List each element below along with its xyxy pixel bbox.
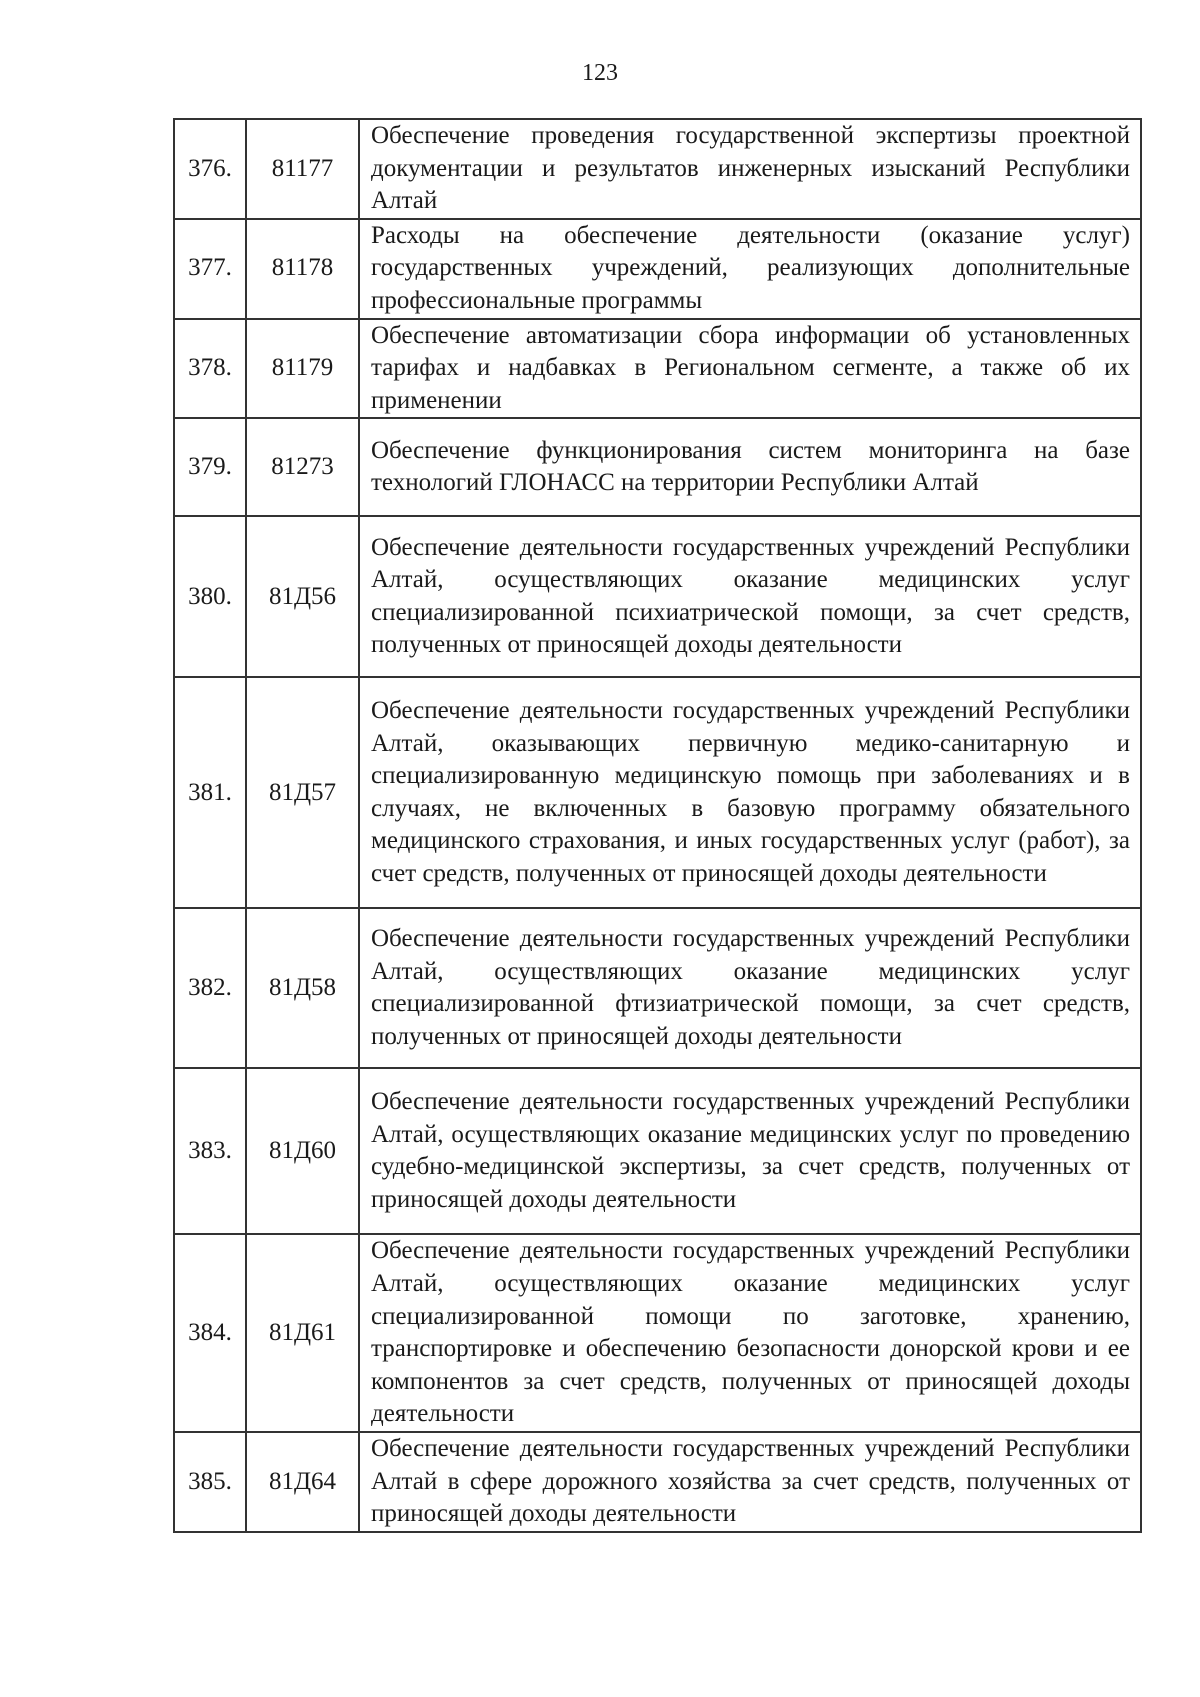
row-number: 379. bbox=[174, 418, 246, 516]
table-row bbox=[174, 418, 1141, 516]
row-description: Обеспечение деятельности государственных учреждений Республики Алтай, оказывающих первичную медико-санитарную и специализированную медицинскую помощь при заболеваниях и в случаях, не включенных в базовую программу обязательного медицинского страхования, и иных государственных услуг (работ), за счет средств, полученных от приносящей доходы деятельности bbox=[359, 677, 1141, 908]
row-description: Расходы на обеспечение деятельности (оказание услуг) государственных учреждений, реализующих дополнительные профессиональные программы bbox=[359, 219, 1141, 319]
row-description: Обеспечение деятельности государственных учреждений Республики Алтай, осуществляющих оказание медицинских услуг специализированной фтизиатрической помощи, за счет средств, полученных от приносящей доходы деятельности bbox=[359, 908, 1141, 1068]
row-description: Обеспечение деятельности государственных учреждений Республики Алтай в сфере дорожного хозяйства за счет средств, полученных от приносящей доходы деятельности bbox=[359, 1432, 1141, 1532]
row-description: Обеспечение деятельности государственных учреждений Республики Алтай, осуществляющих оказание медицинских услуг по проведению судебно-медицинской экспертизы, за счет средств, полученных от приносящей доходы деятельности bbox=[359, 1068, 1141, 1234]
row-code: 81273 bbox=[246, 418, 359, 516]
row-code: 81Д57 bbox=[246, 677, 359, 908]
table-row bbox=[174, 319, 1141, 419]
row-number: 381. bbox=[174, 677, 246, 908]
table-row bbox=[174, 908, 1141, 1068]
row-number: 382. bbox=[174, 908, 246, 1068]
row-description: Обеспечение функционирования систем мониторинга на базе технологий ГЛОНАСС на территории Республики Алтай bbox=[359, 418, 1141, 516]
table-row bbox=[174, 219, 1141, 319]
row-code: 81Д58 bbox=[246, 908, 359, 1068]
row-description: Обеспечение деятельности государственных учреждений Республики Алтай, осуществляющих оказание медицинских услуг специализированной психиатрической помощи, за счет средств, полученных от приносящей доходы деятельности bbox=[359, 516, 1141, 677]
table-row bbox=[174, 1432, 1141, 1532]
row-number: 384. bbox=[174, 1234, 246, 1432]
row-number: 376. bbox=[174, 119, 246, 219]
row-code: 81Д61 bbox=[246, 1234, 359, 1432]
row-code: 81178 bbox=[246, 219, 359, 319]
row-code: 81177 bbox=[246, 119, 359, 219]
table-row bbox=[174, 516, 1141, 677]
row-description: Обеспечение проведения государственной экспертизы проектной документации и результатов инженерных изысканий Республики Алтай bbox=[359, 119, 1141, 219]
row-code: 81179 bbox=[246, 319, 359, 419]
row-description: Обеспечение деятельности государственных учреждений Республики Алтай, осуществляющих оказание медицинских услуг специализированной помощи по заготовке, хранению, транспортировке и обеспечению безопасности донорской крови и ее компонентов за счет средств, полученных от приносящей доходы деятельности bbox=[359, 1234, 1141, 1432]
row-code: 81Д60 bbox=[246, 1068, 359, 1234]
row-number: 378. bbox=[174, 319, 246, 419]
table-row bbox=[174, 1068, 1141, 1234]
row-description: Обеспечение автоматизации сбора информации об установленных тарифах и надбавках в Региональном сегменте, а также об их применении bbox=[359, 319, 1141, 419]
row-number: 385. bbox=[174, 1432, 246, 1532]
expense-codes-table bbox=[173, 118, 1142, 1533]
row-number: 383. bbox=[174, 1068, 246, 1234]
page-number: 123 bbox=[582, 60, 618, 86]
row-number: 380. bbox=[174, 516, 246, 677]
row-code: 81Д56 bbox=[246, 516, 359, 677]
table-row bbox=[174, 119, 1141, 219]
table-row bbox=[174, 1234, 1141, 1432]
row-number: 377. bbox=[174, 219, 246, 319]
table-row bbox=[174, 677, 1141, 908]
row-code: 81Д64 bbox=[246, 1432, 359, 1532]
